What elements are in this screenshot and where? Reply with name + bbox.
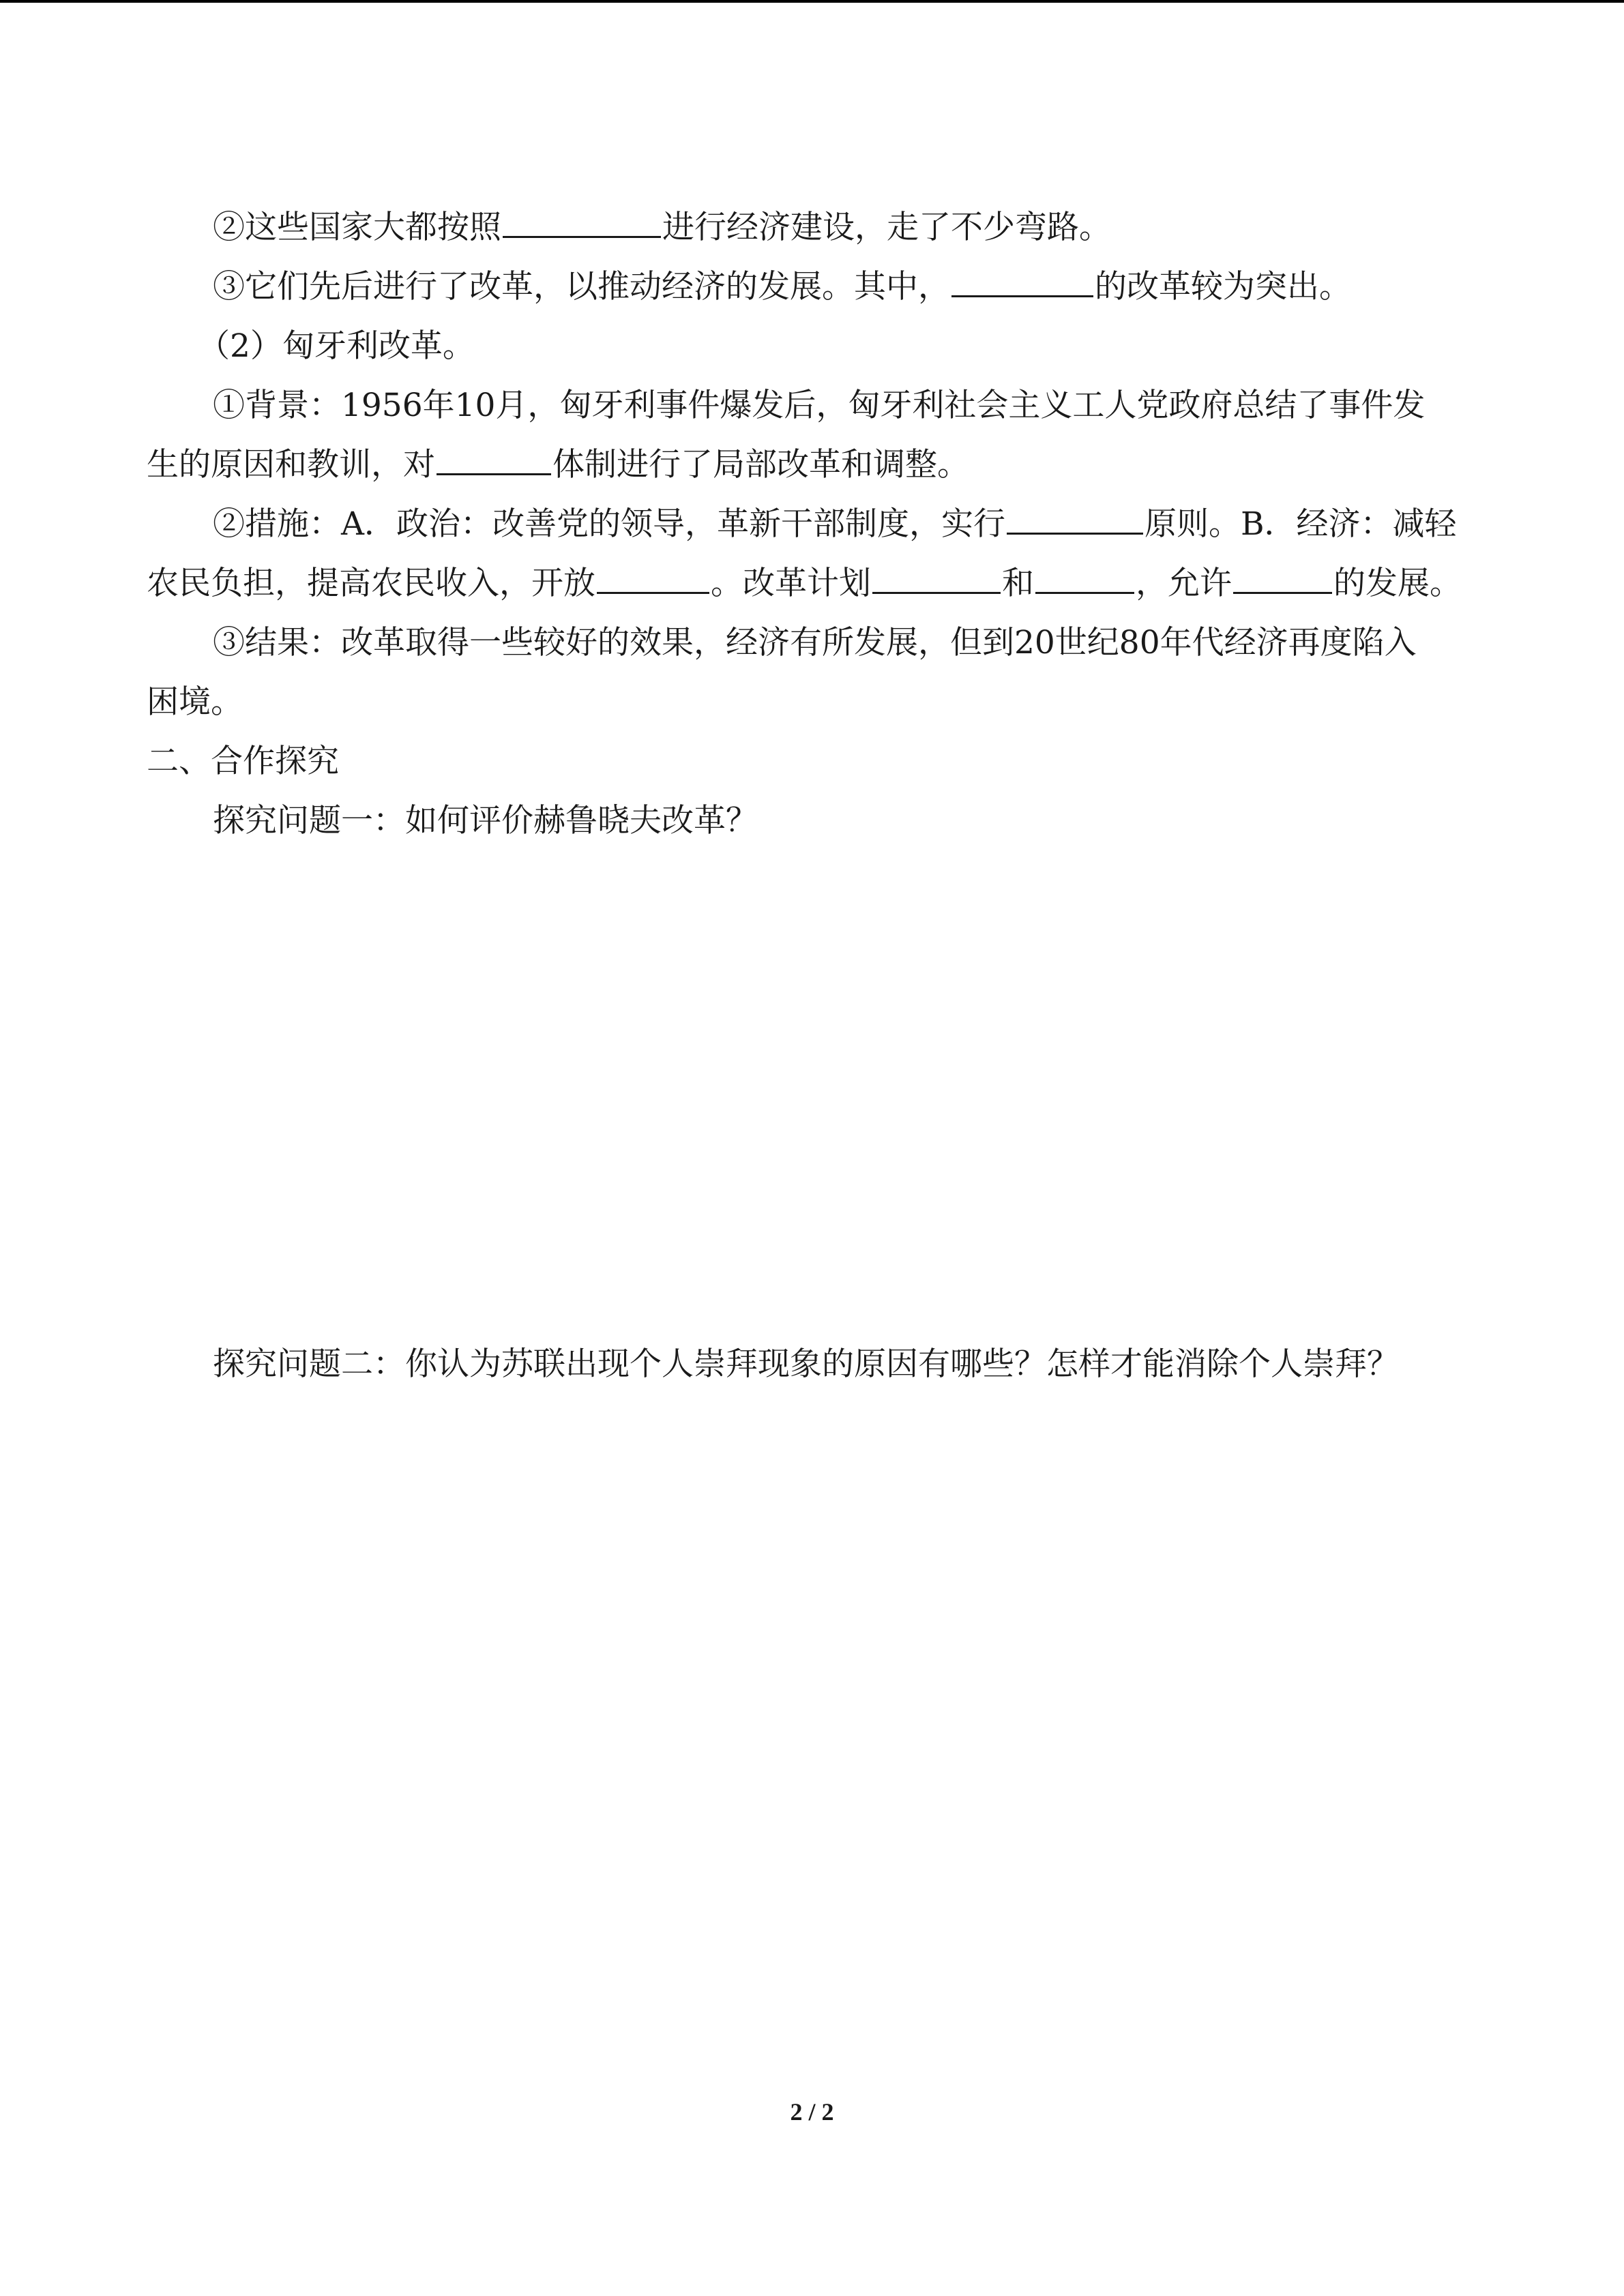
p1-blank[interactable] [503, 200, 661, 238]
section2-heading-text: 二、合作探究 [147, 743, 339, 780]
p2-text-after: 的改革较为突出。 [1095, 268, 1351, 305]
p5-blank-4[interactable] [1035, 556, 1134, 594]
question-2-text: 探究问题二：你认为苏联出现个人崇拜现象的原因有哪些？怎样才能消除个人崇拜？ [213, 1345, 1399, 1383]
question-1 [147, 791, 1480, 850]
p6-line2-text: 困境。 [147, 683, 243, 721]
paragraph-p4-line1 [147, 376, 1480, 435]
top-border [0, 0, 1624, 3]
p4-blank[interactable] [437, 438, 551, 475]
p5-blank-2[interactable] [597, 556, 709, 594]
p5-line1-after: 原则。B．经济：减轻 [1144, 505, 1457, 543]
paragraph-p5-line2 [147, 554, 1480, 613]
p5-blank-5[interactable] [1233, 556, 1332, 594]
p5-line2-e: 的发展。 [1333, 565, 1462, 602]
answer-space-1[interactable] [147, 850, 1480, 1335]
p2-text-before: ③它们先后进行了改革，以推动经济的发展。其中， [213, 268, 950, 305]
p4-line2-after: 体制进行了局部改革和调整。 [552, 446, 969, 483]
section2-heading [147, 732, 1480, 791]
paragraph-p6-line2 [147, 672, 1480, 732]
paragraph-p6-line1 [147, 613, 1480, 672]
p3-subheading: （2）匈牙利改革。 [198, 327, 475, 365]
paragraph-p4-line2 [147, 435, 1480, 494]
p5-line2-b: 。改革计划 [711, 565, 871, 602]
p1-text-before: ②这些国家大都按照 [213, 209, 501, 246]
question-2 [147, 1335, 1480, 1394]
page-number: 2 / 2 [790, 2098, 834, 2126]
p4-line1-text: ①背景：1956年10月，匈牙利事件爆发后，匈牙利社会主义工人党政府总结了事件发 [213, 387, 1426, 424]
p1-text-after: 进行经济建设，走了不少弯路。 [662, 209, 1111, 246]
question-1-text: 探究问题一：如何评价赫鲁晓夫改革？ [213, 802, 758, 839]
p5-blank-3[interactable] [872, 556, 1001, 594]
p2-blank[interactable] [951, 260, 1093, 297]
p5-line2-a: 农民负担，提高农民收入，开放 [147, 565, 595, 602]
p5-line1-before: ②措施：A．政治：改善党的领导，革新干部制度，实行 [213, 505, 1005, 543]
document-page [147, 198, 1480, 1394]
p5-blank-1[interactable] [1007, 497, 1143, 535]
paragraph-p3 [147, 316, 1480, 376]
paragraph-p5-line1 [147, 494, 1480, 554]
paragraph-p1 [147, 198, 1480, 257]
paragraph-p2 [147, 257, 1480, 316]
p4-line2-before: 生的原因和教训，对 [147, 446, 435, 483]
p5-line2-c: 和 [1002, 565, 1034, 602]
p5-line2-d: ，允许 [1136, 565, 1232, 602]
p6-line1-text: ③结果：改革取得一些较好的效果，经济有所发展，但到20世纪80年代经济再度陷入 [213, 624, 1417, 661]
